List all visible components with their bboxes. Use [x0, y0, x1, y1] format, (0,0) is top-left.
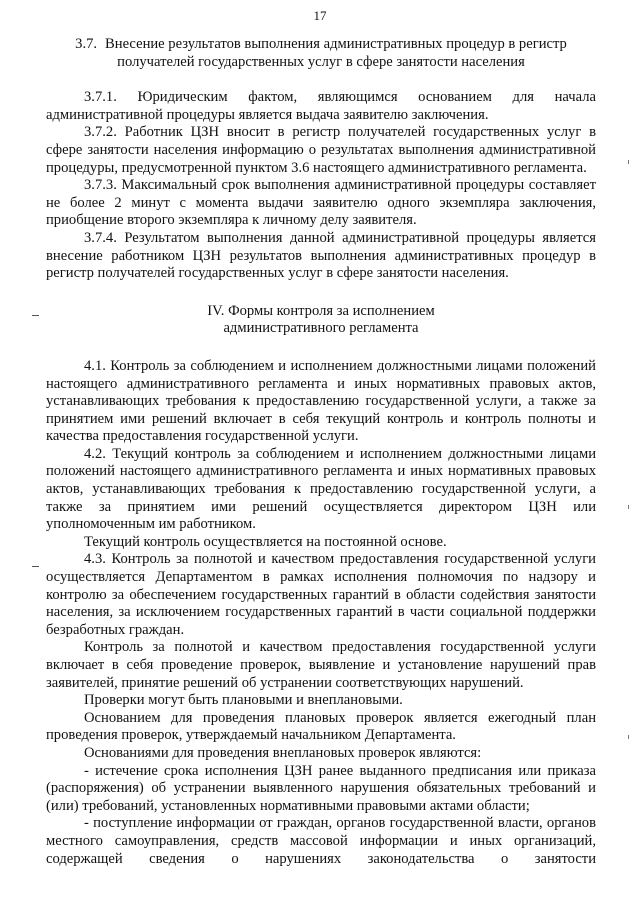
section-3-7-title: Внесение результатов выполнения административных процедур в регистр получателей государственных услуг в сфере занятости населения	[105, 36, 567, 70]
margin-tick-right-1	[628, 160, 629, 164]
margin-tick-right-3	[628, 735, 629, 739]
section-3-7-number: 3.7.	[75, 36, 98, 52]
paragraph-3-7-2: 3.7.2. Работник ЦЗН вносит в регистр получателей государственных услуг в сфере занятости населения информацию о результатах выполнения административной процедуры, предусмотренной пунктом 3.6 настоящего административного регламента.	[46, 124, 596, 176]
paragraph-inspection-types: Проверки могут быть плановыми и внеплановыми.	[84, 692, 403, 709]
section-3-7-heading	[46, 36, 596, 71]
paragraph-3-7-4: 3.7.4. Результатом выполнения данной административной процедуры является внесение работником ЦЗН результатов выполнения административных процедур в регистр получателей государственных услуг в сфере занятости населения.	[46, 229, 596, 282]
margin-mark-left-1	[32, 315, 39, 316]
page-number: 17	[313, 8, 327, 23]
list-item-information-received: - поступление информации от граждан, органов государственной власти, органов местного самоуправления, средств массовой информации и иных организаций, содержащей сведения о нарушениях законодательства о занятости	[46, 815, 596, 867]
margin-tick-right-2	[628, 505, 629, 509]
chapter-4-title-line-1: IV. Формы контроля за исполнением	[207, 302, 435, 319]
spacer	[46, 338, 596, 358]
paragraph-4-3: 4.3. Контроль за полнотой и качеством предоставления государственной услуги осуществляется Департаментом в рамках исполнения полномочия по надзору и контролю за обеспечением государственных гарантий в области содействия занятости населения, за исключением государственных гарантий в части социальной поддержки безработных граждан.	[46, 551, 596, 638]
chapter-4-heading	[46, 303, 596, 338]
paragraph-control-includes: Контроль за полнотой и качеством предоставления государственной услуги включает в себя проведение проверок, выявление и установление нарушений прав заявителей, принятие решений об устранении соответствующих нарушений.	[46, 639, 596, 691]
list-item-deadline-expiry: - истечение срока исполнения ЦЗН ранее выданного предписания или приказа (распоряжения) об устранении выявленного нарушения обязательных требований и (или) требований, установленных нормативными правовыми актами области;	[46, 762, 596, 814]
spacer	[46, 71, 596, 89]
chapter-4-title-line-2: административного регламента	[223, 320, 419, 337]
margin-mark-left-2	[32, 566, 39, 567]
paragraph-current-control: Текущий контроль осуществляется на постоянной основе.	[84, 533, 447, 550]
spacer	[46, 283, 596, 303]
paragraph-3-7-1: 3.7.1. Юридическим фактом, являющимся основанием для начала административной процедуры является выдача заявителю заключения.	[46, 89, 596, 123]
paragraph-4-1: 4.1. Контроль за соблюдением и исполнением должностными лицами положений настоящего административного регламента и иных нормативных правовых актов, устанавливающих требования к предоставлению государственной услуги, а также за принятием ими решений включает в себя текущий контроль и контроль полноты и качества предоставления государственной услуги.	[46, 357, 596, 445]
paragraph-unplanned-basis: Основаниями для проведения внеплановых проверок являются:	[84, 744, 482, 761]
paragraph-4-2: 4.2. Текущий контроль за соблюдением и исполнением должностными лицами положений настоящего административного регламента и иных нормативных правовых актов, устанавливающих требования к предоставлению государственной услуги, а также за принятием ими решений осуществляется директором ЦЗН или уполномоченным им работником.	[46, 445, 596, 533]
paragraph-3-7-3: 3.7.3. Максимальный срок выполнения административной процедуры составляет не более 2 минут с момента выдачи заявителю одного экземпляра заключения, приобщение второго экземпляра к личному делу заявителя.	[46, 177, 596, 229]
document-body	[46, 36, 596, 868]
paragraph-planned-basis: Основанием для проведения плановых проверок является ежегодный план проведения проверок, утверждаемый начальником Департамента.	[46, 709, 596, 744]
